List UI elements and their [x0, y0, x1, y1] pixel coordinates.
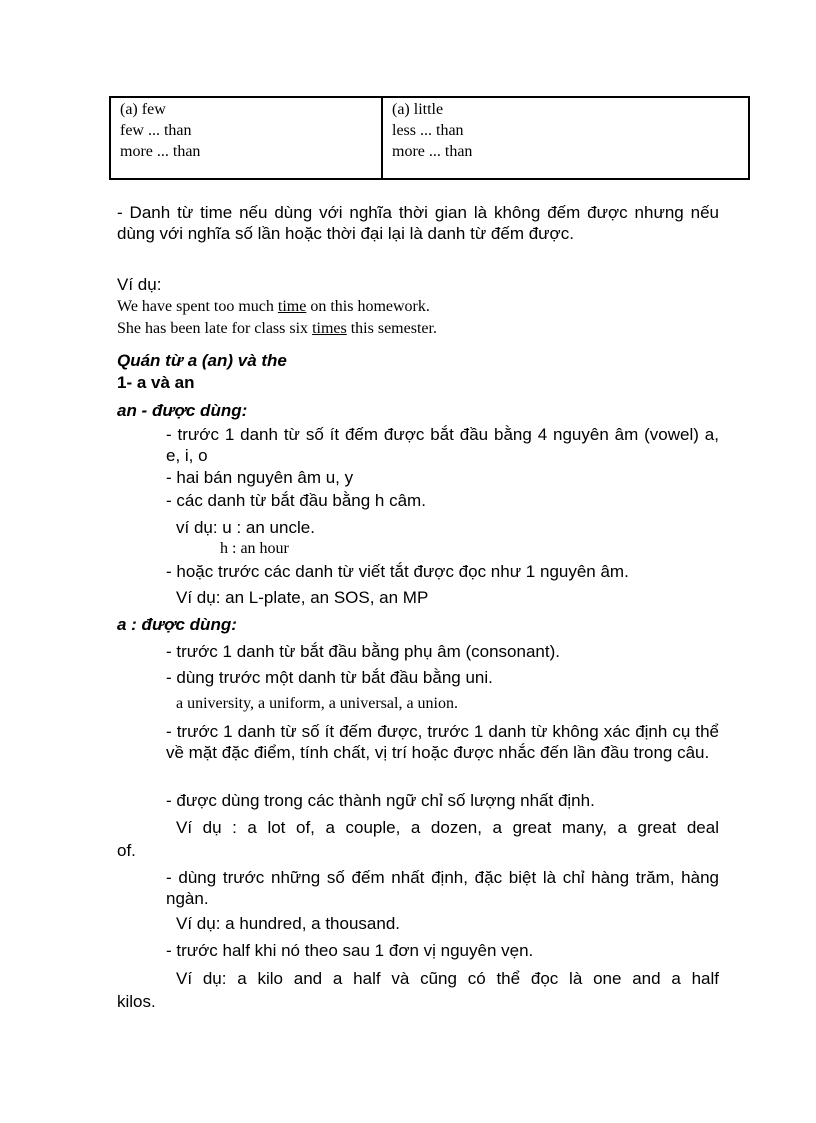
example-sentence-2 — [117, 320, 437, 338]
table-line: more ... than — [392, 143, 473, 160]
table-line: more ... than — [120, 143, 201, 160]
a-rule-singular: - trước 1 danh từ số ít đếm được, trước 1 danh từ không xác định cụ thể về mặt đặc điểm, tính chất, vị trí hoặc được nhắc đến lần đầu trong câu. — [166, 722, 719, 762]
subsection-title: 1- a và an — [117, 373, 195, 392]
example-label: Ví dụ: — [117, 275, 162, 294]
table-cell-countable — [110, 97, 382, 179]
table-line: (a) few — [120, 101, 166, 118]
a-example-idiom-continued: of. — [117, 841, 136, 860]
sentence-text: We have spent too much — [117, 298, 278, 315]
example-sentence-1 — [117, 298, 430, 316]
a-rule-numbers: - dùng trước những số đếm nhất định, đặc biệt là chỉ hàng trăm, hàng ngàn. — [166, 868, 719, 908]
an-rule-vowel: - trước 1 danh từ số ít đếm được bắt đầu bằng 4 nguyên âm (vowel) a, e, i, o — [166, 425, 719, 465]
a-rule-half: - trước half khi nó theo sau 1 đơn vị nguyên vẹn. — [166, 941, 534, 960]
sentence-text: She has been late for class six — [117, 320, 313, 337]
a-heading: a : được dùng: — [117, 615, 237, 634]
a-example-idiom: Ví dụ : a lot of, a couple, a dozen, a great many, a great deal — [176, 818, 719, 837]
sentence-text: on this homework. — [306, 298, 430, 315]
table-line: (a) little — [392, 101, 444, 118]
an-heading: an - được dùng: — [117, 401, 248, 420]
underlined-word: time — [277, 298, 307, 315]
a-rule-quantity: - được dùng trong các thành ngữ chỉ số lượng nhất định. — [166, 791, 595, 810]
an-example-u: ví dụ: u : an uncle. — [176, 518, 315, 537]
an-example-h: h : an hour — [220, 540, 289, 557]
an-rule-abbreviation: - hoặc trước các danh từ viết tắt được đọc như 1 nguyên âm. — [166, 562, 629, 581]
sentence-text: this semester. — [346, 320, 437, 337]
a-example-half-continued: kilos. — [117, 992, 156, 1011]
an-example-abbreviation: Ví dụ: an L-plate, an SOS, an MP — [176, 588, 429, 607]
a-rule-uni: - dùng trước một danh từ bắt đầu bằng uni. — [166, 668, 493, 687]
section-title: Quán từ a (an) và the — [117, 351, 287, 370]
time-note: - Danh từ time nếu dùng với nghĩa thời gian là không đếm được nhưng nếu dùng với nghĩa số lần hoặc thời đại lại là danh từ đếm được. — [117, 203, 719, 243]
a-rule-consonant: - trước 1 danh từ bắt đầu bằng phụ âm (consonant). — [166, 642, 560, 661]
underlined-word: times — [312, 320, 347, 337]
an-rule-silent-h: - các danh từ bắt đầu bằng h câm. — [166, 491, 426, 510]
a-example-half: Ví dụ: a kilo and a half và cũng có thể đọc là one and a half — [176, 969, 719, 988]
an-rule-semivowel: - hai bán nguyên âm u, y — [166, 468, 354, 487]
comparison-table — [109, 96, 750, 180]
a-example-uni: a university, a uniform, a universal, a union. — [176, 695, 458, 712]
table-line: less ... than — [392, 122, 464, 139]
table-cell-uncountable — [382, 97, 749, 179]
a-example-numbers: Ví dụ: a hundred, a thousand. — [176, 914, 401, 933]
table-line: few ... than — [120, 122, 192, 139]
